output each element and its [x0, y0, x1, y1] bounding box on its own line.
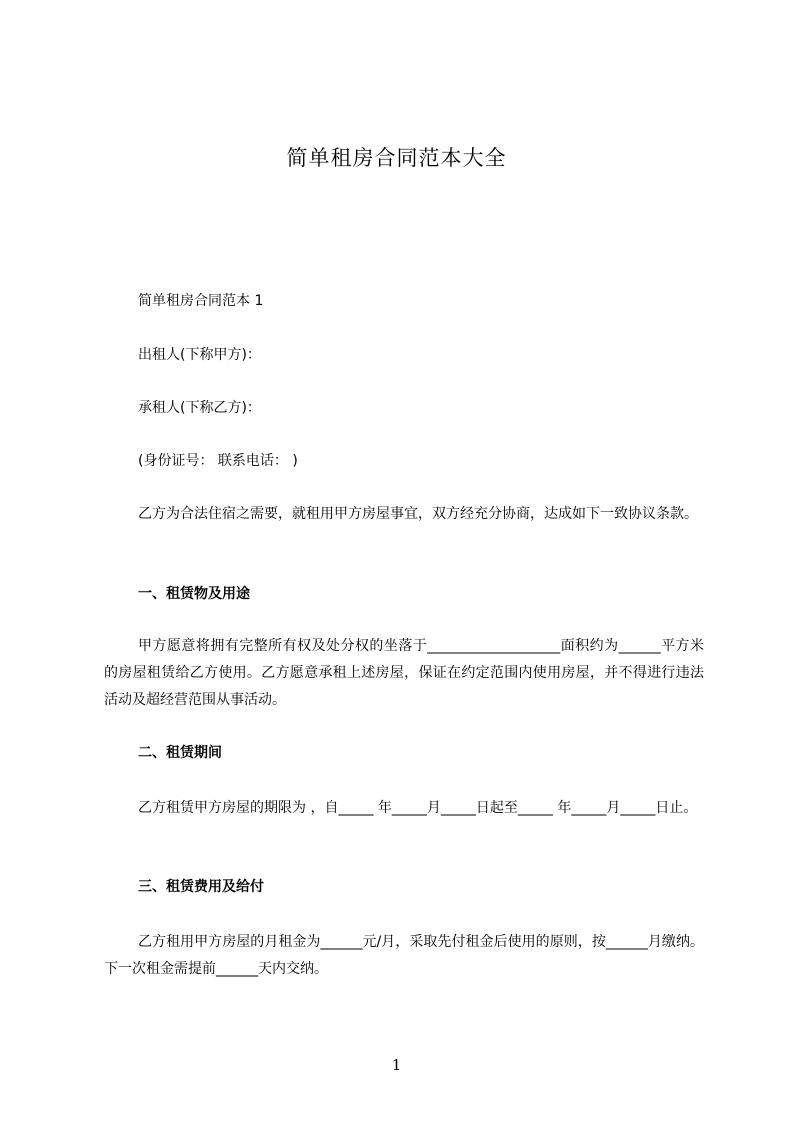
lessor-line: 出租人(下称甲方)：	[138, 347, 261, 363]
intro-paragraph: 乙方为合法住宿之需要，就租用甲方房屋事宜，双方经充分协商，达成如下一致协议条款。	[138, 506, 698, 522]
document-title: 简单租房合同范本大全	[286, 146, 507, 170]
contract-subtitle: 简单租房合同范本 1	[138, 293, 264, 309]
id-contact-line: (身份证号： 联系电话： )	[138, 453, 298, 469]
page-number: 1	[391, 1056, 402, 1074]
section-body-2: 乙方租赁甲方房屋的期限为 ，自_____ 年_____月_____日起至_____ 年_____月_____日止。	[138, 800, 698, 816]
lessee-line: 承租人(下称乙方)：	[138, 400, 261, 416]
section-heading-2: 二、租赁期间	[138, 745, 222, 761]
section-heading-1: 一、租赁物及用途	[138, 586, 250, 602]
section-body-3: 乙方租用甲方房屋的月租金为______元/月，采取先付租金后使用的原则，按______月缴纳。下一次租金需提前______天内交纳。	[104, 934, 704, 977]
section-heading-3: 三、租赁费用及给付	[138, 879, 264, 895]
section-body-1: 甲方愿意将拥有完整所有权及处分权的坐落于___________________面积约为______平方米的房屋租赁给乙方使用。乙方愿意承租上述房屋，保证在约定范围内使用房屋，并不得进行违法活动及超经营范围从事活动。	[104, 638, 704, 708]
